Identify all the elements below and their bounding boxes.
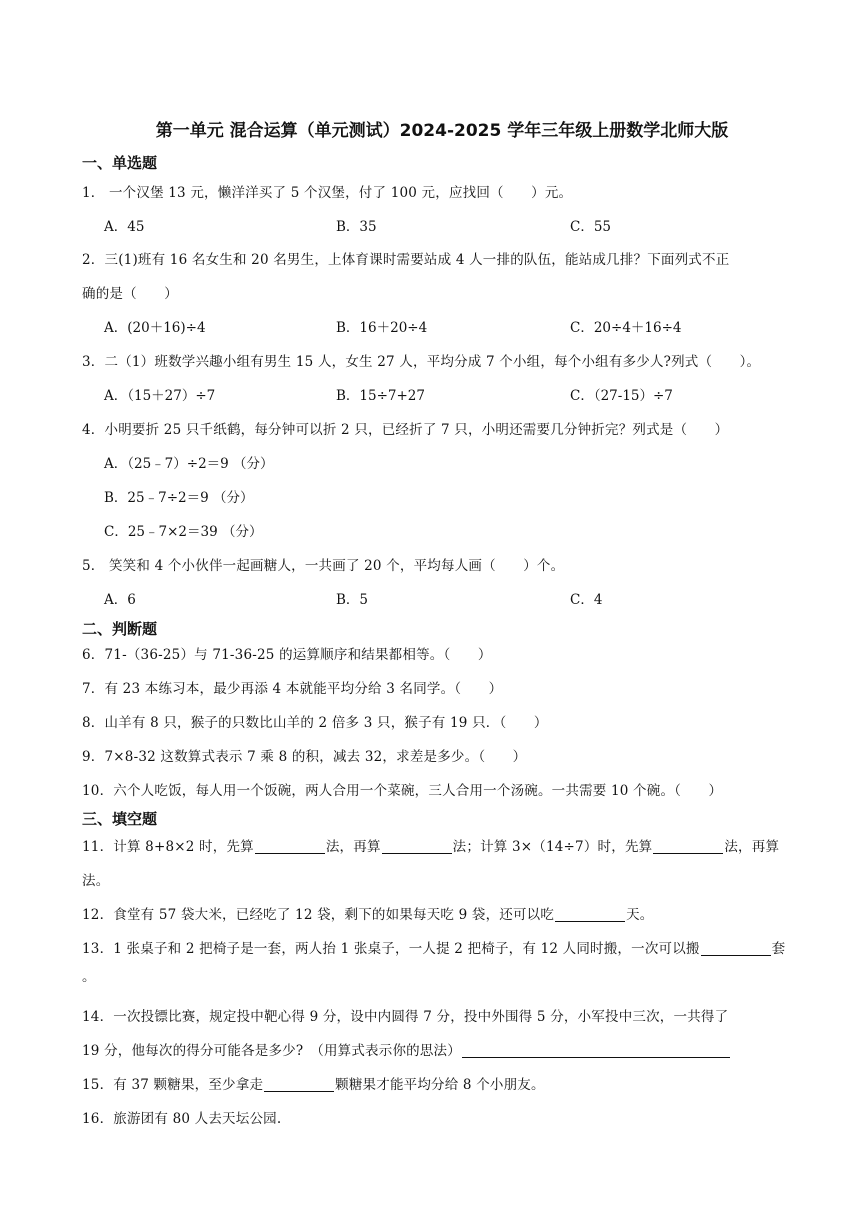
section-heading-true-false: 二、判断题 bbox=[82, 620, 158, 638]
q4-option-a: A．（25﹣7）÷2＝9 （分） bbox=[104, 456, 274, 472]
page-title: 第一单元 混合运算（单元测试）2024-2025 学年三年级上册数学北师大版 bbox=[155, 121, 729, 141]
question-3: 3．二（1）班数学兴趣小组有男生 15 人，女生 27 人，平均分成 7 个小组，每个小组有多少人?列式（ ）。 bbox=[82, 354, 761, 370]
q15-text-2: 颗糖果才能平均分给 8 个小朋友。 bbox=[335, 1077, 545, 1093]
question-15 bbox=[82, 1073, 545, 1093]
q11-text-2: 法，再算 bbox=[325, 839, 381, 855]
q3-option-a: A．（15＋27）÷7 bbox=[104, 388, 216, 404]
q2-option-b: B．16＋20÷4 bbox=[336, 320, 428, 336]
question-2-line-1: 2．三(1)班有 16 名女生和 20 名男生，上体育课时需要站成 4 人一排的队伍，能站成几排？下面列式不正 bbox=[82, 252, 730, 268]
question-2-line-2: 确的是（ ） bbox=[82, 286, 178, 302]
section-heading-single-choice: 一、单选题 bbox=[82, 154, 158, 172]
answer-blank[interactable] bbox=[382, 839, 452, 854]
q11-text-4: 法，再算 bbox=[724, 839, 780, 855]
question-11-line-1 bbox=[82, 835, 779, 855]
q5-option-a: A．6 bbox=[104, 592, 136, 608]
q15-text-1: 15．有 37 颗糖果，至少拿走 bbox=[82, 1077, 264, 1093]
q11-text-1: 11．计算 8+8×2 时，先算 bbox=[82, 839, 254, 855]
answer-blank[interactable] bbox=[255, 839, 325, 854]
answer-blank[interactable] bbox=[462, 1043, 730, 1058]
q12-text-1: 12．食堂有 57 袋大米，已经吃了 12 袋，剩下的如果每天吃 9 袋，还可以吃 bbox=[82, 907, 555, 923]
q4-option-c: C．25﹣7×2＝39 （分） bbox=[104, 524, 263, 540]
question-5: 5． 笑笑和 4 个小伙伴一起画糖人，一共画了 20 个，平均每人画（ ）个。 bbox=[82, 558, 565, 574]
q13-text-1: 13．1 张桌子和 2 把椅子是一套，两人抬 1 张桌子，一人提 2 把椅子，有 12 人同时搬，一次可以搬 bbox=[82, 941, 700, 957]
q2-option-c: C．20÷4＋16÷4 bbox=[570, 320, 682, 336]
answer-blank[interactable] bbox=[653, 839, 723, 854]
question-14-line-2 bbox=[82, 1039, 731, 1059]
q2-option-a: A．(20＋16)÷4 bbox=[104, 320, 206, 336]
q1-option-b: B．35 bbox=[336, 219, 377, 235]
answer-blank[interactable] bbox=[701, 941, 771, 956]
q5-option-b: B．5 bbox=[336, 592, 369, 608]
q14-text-2: 19 分，他每次的得分可能各是多少? （用算式表示你的思法） bbox=[82, 1043, 461, 1059]
question-11-line-2: 法。 bbox=[82, 873, 110, 889]
question-10: 10．六个人吃饭，每人用一个饭碗，两人合用一个菜碗，三人合用一个汤碗。一共需要 10 个碗。（ ） bbox=[82, 783, 723, 799]
question-16: 16．旅游团有 80 人去天坛公园. bbox=[82, 1111, 282, 1127]
answer-blank[interactable] bbox=[555, 907, 625, 922]
question-6: 6．71-（36-25）与 71-36-25 的运算顺序和结果都相等。（ ） bbox=[82, 647, 492, 663]
q5-option-c: C．4 bbox=[570, 592, 603, 608]
question-1: 1． 一个汉堡 13 元，懒洋洋买了 5 个汉堡，付了 100 元，应找回（ ）元。 bbox=[82, 185, 573, 201]
section-heading-fill-blank: 三、填空题 bbox=[82, 810, 158, 828]
q4-option-b: B．25﹣7÷2＝9 （分） bbox=[104, 490, 254, 506]
question-12 bbox=[82, 903, 653, 923]
question-4: 4．小明要折 25 只千纸鹤，每分钟可以折 2 只，已经折了 7 只，小明还需要几分钟折完？列式是（ ） bbox=[82, 422, 729, 438]
q1-option-a: A．45 bbox=[104, 219, 145, 235]
q1-option-c: C．55 bbox=[570, 219, 612, 235]
q3-option-b: B．15÷7+27 bbox=[336, 388, 425, 404]
q13-text-2: 套 bbox=[771, 941, 786, 957]
question-8: 8．山羊有 8 只，猴子的只数比山羊的 2 倍多 3 只，猴子有 19 只．（ ） bbox=[82, 715, 548, 731]
answer-blank[interactable] bbox=[264, 1077, 334, 1092]
q11-text-3: 法；计算 3×（14÷7）时，先算 bbox=[452, 839, 653, 855]
q3-option-c: C．（27-15）÷7 bbox=[570, 388, 673, 404]
q12-text-2: 天。 bbox=[626, 907, 654, 923]
question-9: 9．7×8-32 这数算式表示 7 乘 8 的积，减去 32，求差是多少。（ ） bbox=[82, 749, 527, 765]
question-13-line-2: 。 bbox=[82, 969, 96, 985]
question-13-line-1 bbox=[82, 937, 785, 957]
question-14-line-1: 14．一次投镖比赛，规定投中靶心得 9 分，设中内圆得 7 分，投中外围得 5 分，小军投中三次，一共得了 bbox=[82, 1009, 729, 1025]
question-7: 7．有 23 本练习本，最少再添 4 本就能平均分给 3 名同学。（ ） bbox=[82, 681, 503, 697]
